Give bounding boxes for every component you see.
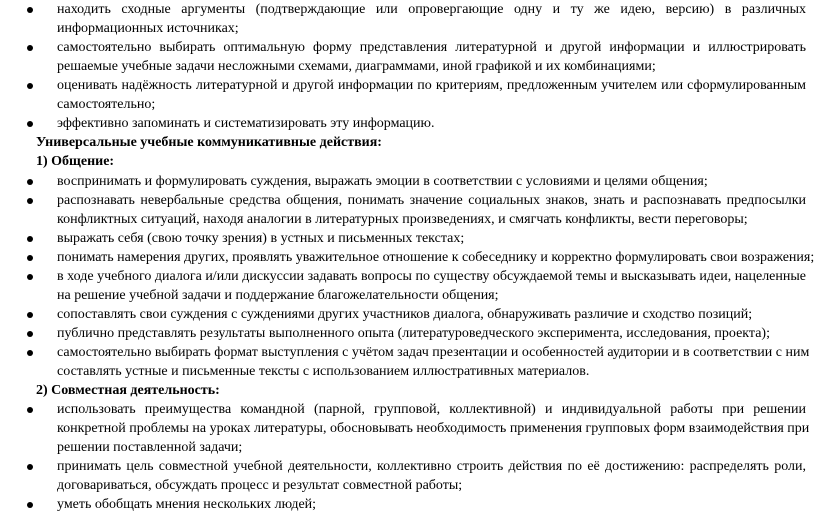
list-item-text: публично представлять результаты выполненного опыта (литературоведческого эксперимента, исследования, проекта);: [57, 325, 770, 341]
list-item: [0, 305, 816, 324]
list-item-text: информационных источниках;: [57, 21, 239, 37]
section-heading-text: 2) Совместная деятельность:: [36, 383, 220, 398]
list-item-text: эффективно запоминать и систематизировать эту информацию.: [57, 116, 435, 132]
list-item-text: самостоятельно выбирать формат выступления с учётом задач презентации и особенностей аудитории и в соответствии с ним: [57, 344, 810, 360]
list-item-text: договариваться, обсуждать процесс и результат совместной работы;: [57, 478, 463, 494]
section-heading-text: 1) Общение:: [36, 154, 115, 170]
list-item-text: конкретной проблемы на уроках литературы, обосновывать необходимость применения групповых форм взаимодействия при: [57, 421, 810, 437]
list-item-text: решаемые учебные задачи несложными схемами, диаграммами, иной графикой и их комбинациями;: [57, 59, 656, 75]
section-heading: [0, 133, 816, 152]
list-item-text: оценивать надёжность литературной и другой информации по критериям, предложенным учителем или сформулированным: [57, 78, 806, 94]
list-item-continuation: [0, 362, 816, 381]
list-item-text: понимать намерения других, проявлять уважительное отношение к собеседнику и корректно формулировать свои возражения;: [57, 249, 815, 265]
list-item: [0, 495, 816, 514]
bullet-icon: [27, 274, 33, 280]
bullet-icon: [27, 121, 33, 127]
list-item: [0, 457, 816, 476]
section-heading-text: Универсальные учебные коммуникативные действия:: [36, 135, 382, 151]
list-item: [0, 76, 816, 95]
bullet-icon: [27, 312, 33, 318]
list-item: [0, 324, 816, 343]
list-item: [0, 248, 816, 267]
list-item-continuation: [0, 286, 816, 305]
list-item-continuation: [0, 476, 816, 495]
bullet-icon: [27, 350, 33, 356]
bullet-icon: [27, 331, 33, 337]
bullet-icon: [27, 198, 33, 204]
list-item: [0, 267, 816, 286]
list-item-continuation: [0, 419, 816, 438]
list-item-text: сопоставлять свои суждения с суждениями других участников диалога, обнаруживать различие и сходство позиций;: [57, 306, 753, 322]
list-item-text: в ходе учебного диалога и/или дискуссии задавать вопросы по существу обсуждаемой темы и высказывать идеи, нацеленные: [57, 268, 806, 284]
bullet-icon: [27, 179, 33, 185]
list-item: [0, 191, 816, 210]
list-item: [0, 114, 816, 133]
section-heading: [0, 381, 816, 400]
bullet-icon: [27, 464, 33, 470]
list-item: [0, 0, 816, 19]
bullet-icon: [27, 255, 33, 261]
list-item-continuation: [0, 438, 816, 457]
list-item-text: самостоятельно;: [57, 97, 156, 113]
list-item-text: использовать преимущества командной (парной, групповой, коллективной) и индивидуальной работы при решении: [57, 402, 806, 418]
list-item-continuation: [0, 95, 816, 114]
list-item-text: на решение учебной задачи и поддержание благожелательности общения;: [57, 287, 499, 303]
bullet-icon: [27, 236, 33, 242]
bullet-icon: [27, 407, 33, 413]
list-item: [0, 400, 816, 419]
list-item-text: уметь обобщать мнения нескольких людей;: [57, 497, 317, 513]
list-item: [0, 229, 816, 248]
list-item-text: распознавать невербальные средства общения, понимать значение социальных знаков, знать и распознавать предпосылки: [57, 192, 806, 208]
list-item-text: принимать цель совместной учебной деятельности, коллективно строить действия по её достижению: распределять роли,: [57, 459, 806, 475]
bullet-icon: [27, 502, 33, 508]
list-item: [0, 172, 816, 191]
list-item-continuation: [0, 19, 816, 38]
bullet-icon: [27, 7, 33, 13]
list-item: [0, 343, 816, 362]
list-item: [0, 38, 816, 57]
section-heading: [0, 152, 816, 171]
list-item-text: составлять устные и письменные тексты с использованием иллюстративных материалов.: [57, 363, 590, 379]
bullet-icon: [27, 83, 33, 89]
list-item-text: воспринимать и формулировать суждения, выражать эмоции в соответствии с условиями и целями общения;: [57, 173, 708, 189]
list-item-text: конфликтных ситуаций, находя аналогии в литературных произведениях, и смягчать конфликты, вести переговоры;: [57, 211, 748, 227]
list-item-text: выражать себя (свою точку зрения) в устных и письменных текстах;: [57, 230, 465, 246]
list-item-text: решении поставленной задачи;: [57, 440, 243, 456]
list-item-continuation: [0, 210, 816, 229]
list-item-text: самостоятельно выбирать оптимальную форму представления литературной и другой информации и иллюстрировать: [57, 40, 806, 56]
bullet-icon: [27, 45, 33, 51]
list-item-continuation: [0, 57, 816, 76]
list-item-text: находить сходные аргументы (подтверждающие или опровергающие одну и ту же идею, версию) в различных: [57, 2, 806, 17]
